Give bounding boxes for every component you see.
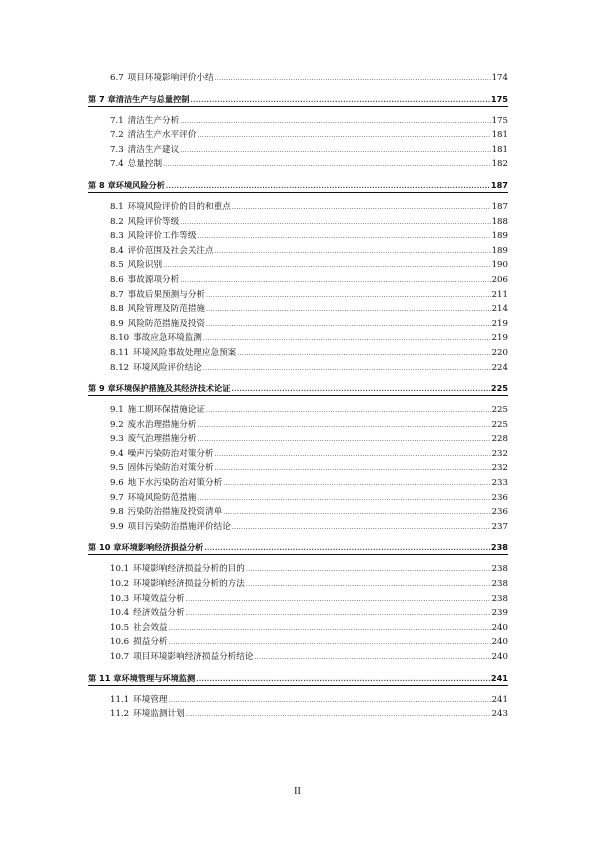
toc-entry-title: 风险评价工作等级 [127,231,197,242]
toc-entry-page: 175 [491,115,508,126]
toc-section-row[interactable] [88,577,508,592]
toc-entry-number: 8.10 [110,333,130,344]
toc-entry-number: 9.4 [110,448,124,459]
toc-entry-number: 10.2 [110,579,130,590]
toc-entry-title: 环境效益分析 [133,593,185,604]
toc-chapter-row[interactable] [88,176,508,194]
toc-entry-page: 238 [491,593,508,604]
toc-entry-number: 8.8 [110,304,124,315]
toc-section-row[interactable] [88,621,508,636]
toc-entry-number: 9.6 [110,478,124,489]
toc-entry-page: 225 [490,383,508,394]
toc-section-row[interactable] [88,562,508,577]
dot-leader [163,158,491,173]
toc-entry-number: 10.3 [110,593,130,604]
dot-leader [186,607,491,622]
dot-leader [186,708,491,723]
toc-entry-page: 240 [491,652,508,662]
toc-entry-page: 206 [491,274,508,285]
toc-entry-title: 施工期环保措施论证 [127,405,206,416]
toc-entry-title: 损益分析 [133,637,168,648]
toc-entry-number: 7.1 [110,115,124,126]
toc-entry-page: 243 [491,709,508,720]
toc-section-row[interactable] [88,635,508,650]
dot-leader [215,462,491,477]
toc-entry-number: 第 11 章 [88,672,122,683]
toc-entry-title: 环境保护措施及其经济技术论证 [115,383,231,394]
toc-entry-page: 236 [491,507,508,518]
dot-leader [180,274,490,289]
dot-leader [169,622,491,637]
dot-leader [215,448,491,463]
toc-entry-title: 环境影响经济损益分析 [121,542,204,553]
toc-section-row[interactable] [88,592,508,607]
toc-entry-number: 9.5 [110,463,124,474]
toc-entry-page: 219 [491,333,508,344]
toc-entry-title: 环境影响经济损益分析的方法 [133,579,245,590]
dot-leader [254,651,490,666]
dot-leader [180,216,490,231]
toc-entry-title: 风险识别 [127,260,163,271]
toc-entry-number: 9.8 [110,507,124,518]
toc-entry-title: 项目环境影响评价小结 [127,73,214,83]
toc-section-row[interactable] [88,476,508,491]
toc-section-row[interactable] [88,244,508,259]
toc-section-row[interactable] [88,114,508,129]
toc-entry-number: 第 8 章 [88,179,116,190]
toc-entry-page: 211 [491,289,508,300]
toc-entry-number: 8.7 [110,289,124,300]
toc-entry-page: 233 [491,478,508,489]
toc-entry-title: 噪声污染防治对策分析 [127,448,214,459]
toc-section-row[interactable] [88,258,508,273]
toc-entry-page: 241 [490,672,508,683]
toc-section-row[interactable] [88,200,508,215]
toc-section-row[interactable] [88,520,508,535]
toc-entry-title: 项目环境影响经济损益分析结论 [133,652,254,662]
toc-entry-number: 9.7 [110,492,124,503]
toc-entry-number: 8.4 [110,245,124,256]
toc-entry-number: 8.11 [110,347,130,358]
dot-leader [246,563,491,578]
table-of-contents [88,71,508,722]
dot-leader [180,115,490,130]
toc-entry-page: 240 [491,622,508,633]
toc-chapter-row[interactable] [88,669,508,687]
toc-entry-title: 清洁生产与总量控制 [115,93,190,104]
dot-leader [231,381,489,399]
dot-leader [237,347,490,362]
toc-entry-number: 11.1 [110,694,130,705]
toc-section-row[interactable] [88,143,508,158]
toc-entry-page: 239 [491,608,508,619]
toc-entry-title: 经济效益分析 [133,608,185,619]
dot-leader [180,144,490,159]
toc-entry-number: 8.5 [110,260,124,271]
toc-entry-title: 事故后果预测与分析 [127,289,206,300]
dot-leader [203,362,491,377]
toc-section-row[interactable] [88,403,508,418]
toc-entry-page: 174 [491,73,508,83]
toc-entry-page: 187 [490,179,508,190]
toc-entry-page: 232 [491,463,508,474]
toc-entry-number: 8.12 [110,362,130,373]
dot-leader [197,129,490,144]
dot-leader [246,578,491,593]
toc-entry-page: 238 [491,579,508,590]
toc-entry-page: 219 [491,318,508,329]
toc-entry-title: 项目污染防治措施评价结论 [127,521,231,532]
toc-entry-page: 240 [491,637,508,648]
toc-entry-title: 评价范围及社会关注点 [127,245,214,256]
toc-entry-number: 7.3 [110,144,124,155]
toc-entry-page: 187 [491,201,508,212]
toc-entry-page: 228 [491,434,508,445]
toc-entry-page: 220 [491,347,508,358]
dot-leader [206,404,491,419]
toc-entry-page: 238 [490,542,508,553]
dot-leader [204,540,490,558]
toc-entry-page: 181 [491,144,508,155]
toc-entry-number: 10.1 [110,564,130,575]
toc-entry-title: 固体污染防治对策分析 [127,463,214,474]
toc-section-row[interactable] [88,461,508,476]
toc-entry-page: 236 [491,492,508,503]
dot-leader [197,230,490,245]
toc-entry-page: 189 [491,245,508,256]
toc-section-row[interactable] [88,157,508,172]
toc-entry-title: 污染防治措施及投资清单 [127,507,223,518]
dot-leader [206,289,491,304]
toc-entry-number: 第 9 章 [88,383,116,394]
toc-section-row[interactable] [88,693,508,708]
toc-entry-page: 225 [491,419,508,430]
toc-entry-title: 风险评价等级 [127,216,180,227]
toc-entry-number: 10.4 [110,608,130,619]
toc-entry-page: 237 [491,521,508,532]
dot-leader [197,492,490,507]
toc-section-row[interactable] [88,317,508,332]
toc-entry-page: 224 [491,362,508,373]
toc-entry-number: 8.1 [110,201,124,212]
dot-leader [196,671,490,689]
toc-section-row[interactable] [88,273,508,288]
toc-entry-number: 11.2 [110,709,130,720]
toc-section-row[interactable] [88,432,508,447]
toc-entry-page: 238 [491,564,508,575]
toc-section-row[interactable] [88,606,508,621]
toc-entry-page: 181 [491,130,508,141]
toc-section-row[interactable] [88,418,508,433]
toc-entry-page: 241 [491,694,508,705]
dot-leader [169,694,491,709]
dot-leader [197,433,490,448]
dot-leader [169,636,491,651]
toc-chapter-row[interactable] [88,90,508,108]
toc-section-row[interactable] [88,707,508,722]
dot-leader [215,72,491,87]
toc-entry-number: 8.2 [110,216,124,227]
dot-leader [203,332,491,347]
toc-entry-number: 10.6 [110,637,130,648]
toc-section-row[interactable] [88,128,508,143]
toc-entry-title: 废水治理措施分析 [127,419,197,430]
toc-entry-title: 环境管理与环境监测 [121,672,196,683]
dot-leader [223,506,490,521]
toc-entry-number: 10.5 [110,622,130,633]
toc-chapter-row[interactable] [88,379,508,397]
toc-entry-number: 9.9 [110,521,124,532]
dot-leader [197,419,490,434]
toc-chapter-row[interactable] [88,538,508,556]
toc-section-row[interactable] [88,331,508,346]
toc-section-row[interactable] [88,447,508,462]
toc-entry-title: 清洁生产水平评价 [127,130,197,141]
toc-entry-title: 环境风险评价结论 [133,362,202,373]
toc-entry-number: 6.7 [110,73,124,83]
toc-entry-page: 232 [491,448,508,459]
toc-entry-page: 189 [491,231,508,242]
toc-entry-page: 190 [491,260,508,271]
dot-leader [186,593,491,608]
toc-entry-number: 9.1 [110,405,124,416]
toc-entry-title: 环境管理 [133,694,168,705]
toc-entry-number: 7.2 [110,130,124,141]
toc-section-row[interactable] [88,229,508,244]
toc-entry-title: 社会效益 [133,622,168,633]
toc-section-row[interactable] [88,71,508,86]
toc-entry-title: 风险管理及防范措施 [127,304,206,315]
toc-entry-title: 环境风险评价的目的和重点 [127,201,231,212]
dot-leader [206,303,491,318]
toc-entry-number: 8.9 [110,318,124,329]
toc-entry-number: 10.7 [110,652,130,662]
toc-entry-number: 8.6 [110,274,124,285]
toc-section-row[interactable] [88,361,508,376]
toc-entry-page: 225 [491,405,508,416]
dot-leader [223,477,490,492]
page-number: II [294,786,301,797]
toc-entry-title: 事故应急环境监测 [133,333,202,344]
toc-section-row[interactable] [88,491,508,506]
toc-entry-number: 9.2 [110,419,124,430]
dot-leader [166,178,490,196]
toc-entry-title: 清洁生产建议 [127,144,180,155]
dot-leader [215,245,491,260]
toc-entry-page: 214 [491,304,508,315]
toc-entry-number: 8.3 [110,231,124,242]
toc-entry-title: 事故源项分析 [127,274,180,285]
toc-entry-number: 7.4 [110,159,124,170]
toc-entry-number: 9.3 [110,434,124,445]
toc-entry-title: 总量控制 [127,159,163,170]
dot-leader [206,318,491,333]
dot-leader [190,92,489,110]
toc-entry-title: 环境风险事故处理应急预案 [133,347,237,358]
toc-section-row[interactable] [88,288,508,303]
toc-section-row[interactable] [88,302,508,317]
toc-entry-page: 182 [491,159,508,170]
toc-section-row[interactable] [88,650,508,665]
toc-entry-page: 188 [491,216,508,227]
toc-entry-title: 环境影响经济损益分析的目的 [133,564,245,575]
toc-section-row[interactable] [88,505,508,520]
dot-leader [232,521,491,536]
toc-entry-number: 第 10 章 [88,542,122,553]
toc-entry-page: 175 [490,93,508,104]
toc-section-row[interactable] [88,215,508,230]
toc-entry-title: 环境风险分析 [115,179,165,190]
toc-entry-title: 风险防范措施及投资 [127,318,206,329]
toc-entry-title: 环境风险防范措施 [127,492,197,503]
dot-leader [163,259,491,274]
toc-entry-title: 地下水污染防治对策分析 [127,478,223,489]
toc-entry-number: 第 7 章 [88,93,116,104]
toc-entry-title: 清洁生产分析 [127,115,180,126]
toc-section-row[interactable] [88,346,508,361]
toc-entry-title: 环境监测计划 [133,709,185,720]
dot-leader [232,201,491,216]
toc-entry-title: 废气治理措施分析 [127,434,197,445]
